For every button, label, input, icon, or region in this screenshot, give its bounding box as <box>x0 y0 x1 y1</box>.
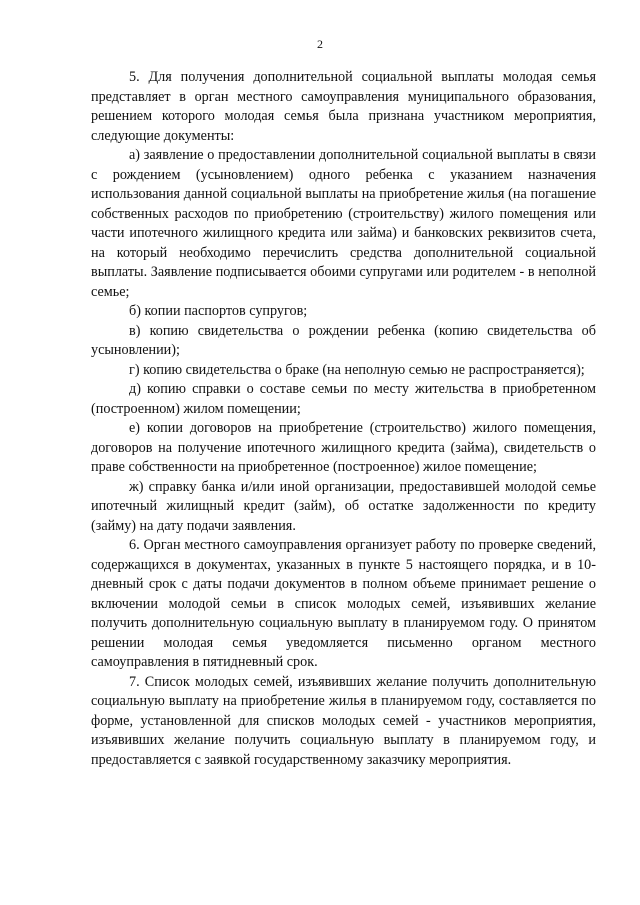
subitem-d-family-composition: д) копию справки о составе семьи по месту жительства в приобретенном (построенном) жилом помещении; <box>91 381 596 417</box>
subitem-e-purchase-contracts: е) копии договоров на приобретение (строительство) жилого помещения, договоров на получение ипотечного жилищного кредита (займа), свидетельств о праве собственности на приобретенное (построенное) жилое помещение; <box>91 420 596 475</box>
subitem-g-marriage-certificate: г) копию свидетельства о браке (на неполную семью не распространяется); <box>129 361 585 378</box>
paragraph-item-7: 7. Список молодых семей, изъявивших желание получить дополнительную социальную выплату на приобретение жилья в планируемом году, составляется по форме, установленной для списков молодых семей - участников мероприятия, изъявивших желание получить социальную выплату в планируемом году, и предоставляется с заявкой государственному заказчику мероприятия. <box>91 673 596 768</box>
subitem-b-passports: б) копии паспортов супругов; <box>129 303 308 319</box>
page-number: 2 <box>317 37 323 51</box>
subitem-v-birth-certificate: в) копию свидетельства о рождении ребенка (копию свидетельства об усыновлении); <box>91 322 596 358</box>
paragraph-item-6: 6. Орган местного самоуправления организует работу по проверке сведений, содержащихся в документах, указанных в пункте 5 настоящего порядка, и в 10-дневный срок с даты подачи документов в полном объеме принимает решение о включении молодой семьи в список молодых семей, изъявивших желание получить дополнительную социальную выплату в планируемом году. О принятом решении молодая семья уведомляется письменно органом местного самоуправления в пятидневный срок. <box>91 537 596 670</box>
paragraph-item-5: 5. Для получения дополнительной социальной выплаты молодая семья представляет в орган местного самоуправления муниципального образования, решением которого молодая семья была признана участником мероприятия, следующие документы: <box>91 69 596 144</box>
subitem-a-application: а) заявление о предоставлении дополнительной социальной выплаты в связи с рождением (усыновлением) одного ребенка с указанием назначения использования данной социальной выплаты на приобретение жилья (на погашение собственных расходов по приобретению (строительству) жилого помещения или части ипотечного жилищного кредита или займа) и банковских реквизитов счета, на который необходимо перечислить средства дополнительной социальной выплаты. Заявление подписывается обоими супругами или родителем - в неполной семье; <box>91 147 596 300</box>
document-body <box>91 68 596 770</box>
subitem-zh-bank-statement: ж) справку банка и/или иной организации, предоставившей молодой семье ипотечный жилищный кредит (займ), об остатке задолженности по кредиту (займу) на дату подачи заявления. <box>91 478 596 534</box>
